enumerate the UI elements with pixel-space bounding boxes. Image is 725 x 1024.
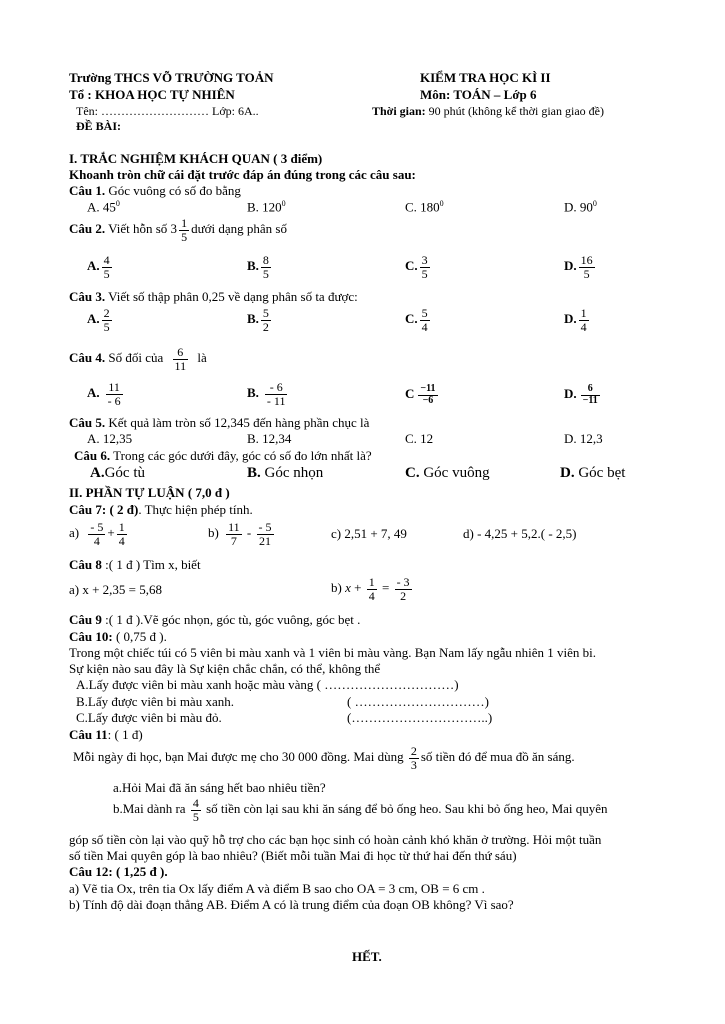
time-label: Thời gian: — [372, 104, 426, 118]
q1-stem — [69, 184, 241, 197]
q7-part-c: c) 2,51 + 7, 49 — [331, 526, 407, 541]
q4-option-a: A. $\frac{11}{- 6}$ — [87, 380, 121, 408]
time-line — [372, 105, 604, 117]
q2-option-a: A. $\frac{4}{5}$ — [87, 253, 110, 281]
q10-option-c-blank: (…………………………..) — [347, 710, 493, 725]
q3-option-c: C. $\frac{5}{4}$ — [405, 306, 428, 334]
q12-part-b: b) Tính độ dài đoạn thẳng AB. Điểm A có là trung điểm của đoạn OB không? Vì sao? — [69, 897, 514, 912]
q1-option-c: C. $180^0$ — [405, 199, 444, 215]
q9-stem: Câu 9 :( 1 đ ).Vẽ góc nhọn, góc tù, góc vuông, góc bẹt . — [69, 612, 361, 627]
q3-option-b: B. $\frac{5}{2}$ — [247, 306, 269, 334]
q8-part-a: a) x + 2,35 = 5,68 — [69, 582, 163, 597]
q8-part-b: b) x + $\frac{1}{4}$ = $\frac{- 3}{2}$ — [331, 575, 410, 603]
q12-part-a: a) Vẽ tia Ox, trên tia Ox lấy điểm A và điểm B sao cho OA = 3 cm, OB = 6 cm . — [69, 881, 485, 896]
q1-option-d: D. $90^0$ — [564, 199, 597, 215]
q2-label: Câu 2. — [69, 221, 106, 237]
q8-stem: Câu 8 :( 1 đ ) Tìm x, biết — [69, 557, 201, 572]
q10-option-a: A.Lấy được viên bi màu xanh hoặc màu vàng ( …………………………) — [76, 677, 459, 692]
q11-part-b: b.Mai dành ra $\frac{4}{5}$ số tiền còn lại sau khi ăn sáng để bỏ ống heo. Sau khi bỏ ống heo, Mai quyên — [113, 796, 608, 824]
q6-option-d: D. Góc bẹt — [560, 465, 626, 481]
q4-option-b: B. $\frac{- 6}{- 11}$ — [247, 380, 286, 408]
subject: Môn: TOÁN – Lớp 6 — [420, 87, 537, 102]
q10-option-b-blank: ( …………………………) — [347, 694, 489, 709]
q10-option-b: B.Lấy được viên bi màu xanh. — [76, 694, 234, 709]
school-name: Trường THCS VÕ TRƯỜNG TOẢN — [69, 70, 274, 85]
q5-option-a: A. 12,35 — [87, 431, 133, 446]
q6-option-c: C. Góc vuông — [405, 465, 490, 481]
q11-stem: Câu 11: ( 1 đ) — [69, 727, 143, 742]
part2-title: II. PHẦN TỰ LUẬN ( 7,0 đ ) — [69, 485, 230, 500]
q7-part-d: d) - 4,25 + 5,2.( - 2,5) — [463, 526, 577, 541]
de-bai-heading: ĐỀ BÀI: — [76, 119, 122, 133]
q1-label: Câu 1. — [69, 183, 106, 198]
q4-label: Câu 4. — [69, 350, 106, 366]
time-value: 90 phút (không kể thời gian giao đề) — [428, 104, 604, 118]
exam-title: KIỂM TRA HỌC KÌ II — [420, 70, 551, 85]
q2-option-d: D. $\frac{16}{5}$ — [564, 253, 593, 281]
q12-stem: Câu 12: ( 1,25 đ ). — [69, 864, 168, 879]
part1-title: I. TRẮC NGHIỆM KHÁCH QUAN ( 3 điểm) — [69, 151, 323, 166]
q6-option-a: A.Góc tù — [90, 465, 146, 481]
q2-option-c: C. $\frac{3}{5}$ — [405, 253, 428, 281]
q5-option-c: C. 12 — [405, 431, 434, 446]
q10-option-c: C.Lấy được viên bi màu đỏ. — [76, 710, 222, 725]
q11-part-a: a.Hỏi Mai đã ăn sáng hết bao nhiêu tiền? — [113, 780, 326, 795]
q7-part-a: a) $\frac{- 5}{4}$ + $\frac{1}{4}$ — [69, 520, 125, 548]
q4-option-d: D. $\frac{6}{-11}$ — [564, 383, 598, 406]
q5-option-b: B. 12,34 — [247, 431, 292, 446]
q6-option-b: B. Góc nhọn — [247, 465, 324, 481]
q4-stem: Câu 4. Số đối của $\frac{6}{11}$ là — [69, 345, 207, 373]
q10-stem: Câu 10: ( 0,75 đ ). — [69, 629, 167, 644]
q1-text: Góc vuông có số đo bằng — [108, 183, 241, 198]
department: Tổ : KHOA HỌC TỰ NHIÊN — [69, 87, 235, 102]
q1-option-b: B. $120^0$ — [247, 199, 286, 215]
q2-stem: Câu 2. Viết hỗn số 3 $\frac{1}{5}$ dưới dạng phân số — [69, 216, 287, 244]
part1-instruction: Khoanh tròn chữ cái đặt trước đáp án đúng trong các câu sau: — [69, 167, 416, 182]
q3-option-a: A. $\frac{2}{5}$ — [87, 306, 110, 334]
q7-stem: Câu 7: ( 2 đ). Thực hiện phép tính. — [69, 502, 253, 517]
q10-line2: Sự kiện nào sau đây là Sự kiện chắc chắn, có thể, không thể — [69, 661, 381, 676]
q11-line4: số tiền Mai quyên góp là bao nhiêu? (Biết mỗi tuần Mai đi học từ thứ hai đến thứ sáu) — [69, 848, 517, 863]
q3-label: Câu 3. — [69, 289, 106, 304]
q6-stem: Câu 6. Trong các góc dưới đây, góc có số đo lớn nhất là? — [74, 448, 372, 463]
name-class-line: Tên: ……………………… Lớp: 6A.. — [76, 104, 259, 118]
q5-label: Câu 5. — [69, 415, 106, 430]
q5-option-d: D. 12,3 — [564, 431, 603, 446]
q6-label: Câu 6. — [74, 448, 111, 463]
q11-line3: góp số tiền còn lại vào quỹ hỗ trợ cho các bạn học sinh có hoàn cảnh khó khăn ở trường. Hỏi một tuần — [69, 832, 602, 847]
q10-line1: Trong một chiếc túi có 5 viên bi màu xanh và 1 viên bi màu vàng. Bạn Nam lấy ngẫu nhiên 1 viên bi. — [69, 645, 597, 660]
q1-option-a: A. $45^0$ — [87, 199, 120, 215]
q11-line1: Mỗi ngày đi học, bạn Mai được mẹ cho 30 000 đồng. Mai dùng $\frac{2}{3}$ số tiền đó để mua đồ ăn sáng. — [73, 744, 575, 772]
q3-option-d: D. $\frac{1}{4}$ — [564, 306, 587, 334]
q2-option-b: B. $\frac{8}{5}$ — [247, 253, 269, 281]
q2-mixed-fraction: $\frac{1}{5}$ — [181, 216, 188, 244]
end-marker: HẾT. — [352, 949, 382, 964]
q3-stem: Câu 3. Viết số thập phân 0,25 về dạng phân số ta được: — [69, 289, 358, 304]
q5-stem: Câu 5. Kết quả làm tròn số 12,345 đến hàng phần chục là — [69, 415, 370, 430]
q7-part-b: b) $\frac{11}{7}$ - $\frac{- 5}{21}$ — [208, 520, 272, 548]
q4-option-c: C $\frac{-11}{-6}$ — [405, 383, 436, 406]
